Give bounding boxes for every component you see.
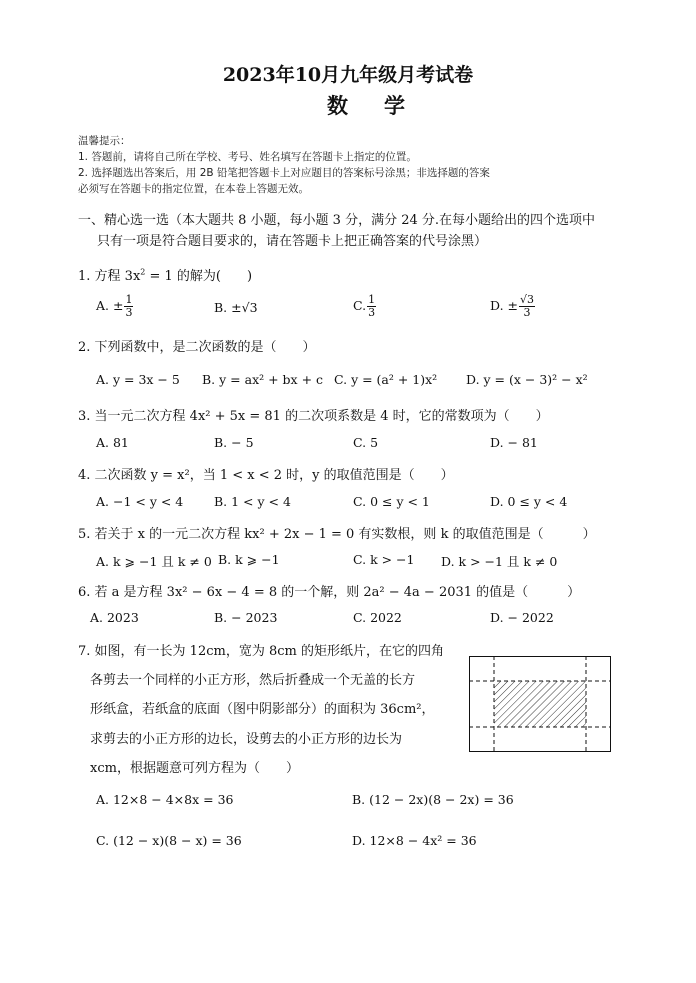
q1-stem-a: 1. 方程 3x xyxy=(78,269,141,284)
q1-d-den: 3 xyxy=(523,306,531,319)
q1-a-fraction xyxy=(124,294,133,319)
question-7-line-3: 形纸盒，若纸盒的底面（图中阴影部分）的面积为 36cm²， xyxy=(90,702,435,717)
q1-option-b: B. ±√3 xyxy=(214,300,258,315)
q4-option-c: C. 0 ≤ y < 1 xyxy=(353,494,430,509)
question-7-line-5: xcm，根据题意可列方程为（ ） xyxy=(90,761,299,776)
question-4-stem: 4. 二次函数 y = x²，当 1 < x < 2 时，y 的取值范围是（ ） xyxy=(78,468,454,483)
q1-c-label: C. xyxy=(353,298,367,313)
shaded-base xyxy=(494,681,586,727)
q1-option-d xyxy=(490,294,536,319)
question-3-stem: 3. 当一元二次方程 4x² + 5x = 81 的二次项系数是 4 时，它的常数项为（ ） xyxy=(78,409,549,424)
q7-option-a: A. 12×8 − 4×8x = 36 xyxy=(96,792,234,807)
q1-d-label: D. ± xyxy=(490,298,518,313)
q2-option-b: B. y = ax² + bx + c xyxy=(202,372,324,387)
q5-option-b: B. k ⩾ −1 xyxy=(218,552,280,567)
q1-c-den: 3 xyxy=(368,306,376,319)
q5-option-d: D. k > −1 且 k ≠ 0 xyxy=(441,554,558,569)
notice-line-3: 必须写在答题卡的指定位置，在本卷上答题无效。 xyxy=(78,183,309,195)
q5-option-a: A. k ⩾ −1 且 k ≠ 0 xyxy=(96,554,212,569)
q6-option-d: D. − 2022 xyxy=(490,610,554,625)
q1-d-num: √3 xyxy=(520,293,535,306)
rectangle-paper-figure xyxy=(469,656,611,752)
question-6-stem: 6. 若 a 是方程 3x² − 6x − 4 = 8 的一个解，则 2a² − 4a − 2031 的值是（ ） xyxy=(78,585,581,600)
q4-option-d: D. 0 ≤ y < 4 xyxy=(490,494,568,509)
q1-c-num: 1 xyxy=(368,293,376,306)
question-2-stem: 2. 下列函数中，是二次函数的是（ ） xyxy=(78,340,316,355)
q1-option-c xyxy=(353,294,377,319)
section-heading-line-2: 只有一项是符合题目要求的，请在答题卡上把正确答案的代号涂黑） xyxy=(97,234,488,249)
q6-option-a: A. 2023 xyxy=(90,610,139,625)
notice-line-2: 2. 选择题选出答案后，用 2B 铅笔把答题卡上对应题目的答案标号涂黑；非选择题的答案 xyxy=(78,167,490,179)
q1-a-label: A. ± xyxy=(96,298,124,313)
q5-option-c: C. k > −1 xyxy=(353,552,415,567)
q7-option-d: D. 12×8 − 4x² = 36 xyxy=(352,833,477,848)
q4-option-a: A. −1 < y < 4 xyxy=(96,494,184,509)
q3-option-d: D. − 81 xyxy=(490,435,538,450)
q1-c-fraction xyxy=(367,294,376,319)
question-1-stem: 1. 方程 $3x^2 = 1$ 的解为( ) xyxy=(78,267,253,284)
question-7-line-1: 7. 如图，有一长为 12cm，宽为 8cm 的矩形纸片，在它的四角 xyxy=(78,644,444,659)
q2-option-d: D. y = (x − 3)² − x² xyxy=(466,372,588,387)
exam-title: 2023年10月九年级月考试卷 xyxy=(222,64,474,86)
q1-option-a xyxy=(96,294,134,319)
q6-option-c: C. 2022 xyxy=(353,610,402,625)
q3-option-c: C. 5 xyxy=(353,435,379,450)
q3-option-b: B. − 5 xyxy=(214,435,254,450)
q6-option-b: B. − 2023 xyxy=(214,610,278,625)
q7-option-b: B. (12 − 2x)(8 − 2x) = 36 xyxy=(352,792,514,807)
q2-option-c: C. y = (a² + 1)x² xyxy=(334,372,438,387)
q7-option-c: C. (12 − x)(8 − x) = 36 xyxy=(96,833,242,848)
question-7-line-2: 各剪去一个同样的小正方形，然后折叠成一个无盖的长方 xyxy=(90,673,416,688)
notice-line-1: 1. 答题前，请将自己所在学校、考号、姓名填写在答题卡上指定的位置。 xyxy=(78,151,417,163)
subject-title: 数学 xyxy=(327,93,441,118)
section-heading-line-1: 一、精心选一选（本大题共 8 小题，每小题 3 分，满分 24 分.在每小题给出的四个选项中 xyxy=(78,213,596,228)
question-5-stem: 5. 若关于 x 的一元二次方程 kx² + 2x − 1 = 0 有实数根，则 k 的取值范围是（ ） xyxy=(78,527,596,542)
q1-a-num: 1 xyxy=(125,293,133,306)
q1-a-den: 3 xyxy=(125,306,133,319)
q4-option-b: B. 1 < y < 4 xyxy=(214,494,291,509)
question-7-line-4: 求剪去的小正方形的边长，设剪去的小正方形的边长为 xyxy=(90,732,403,747)
q3-option-a: A. 81 xyxy=(96,435,129,450)
notice-heading: 温馨提示： xyxy=(78,135,131,147)
q1-stem-b: = 1 的解为( ) xyxy=(145,269,253,284)
q1-d-fraction xyxy=(519,294,535,319)
q2-option-a: A. y = 3x − 5 xyxy=(96,372,180,387)
